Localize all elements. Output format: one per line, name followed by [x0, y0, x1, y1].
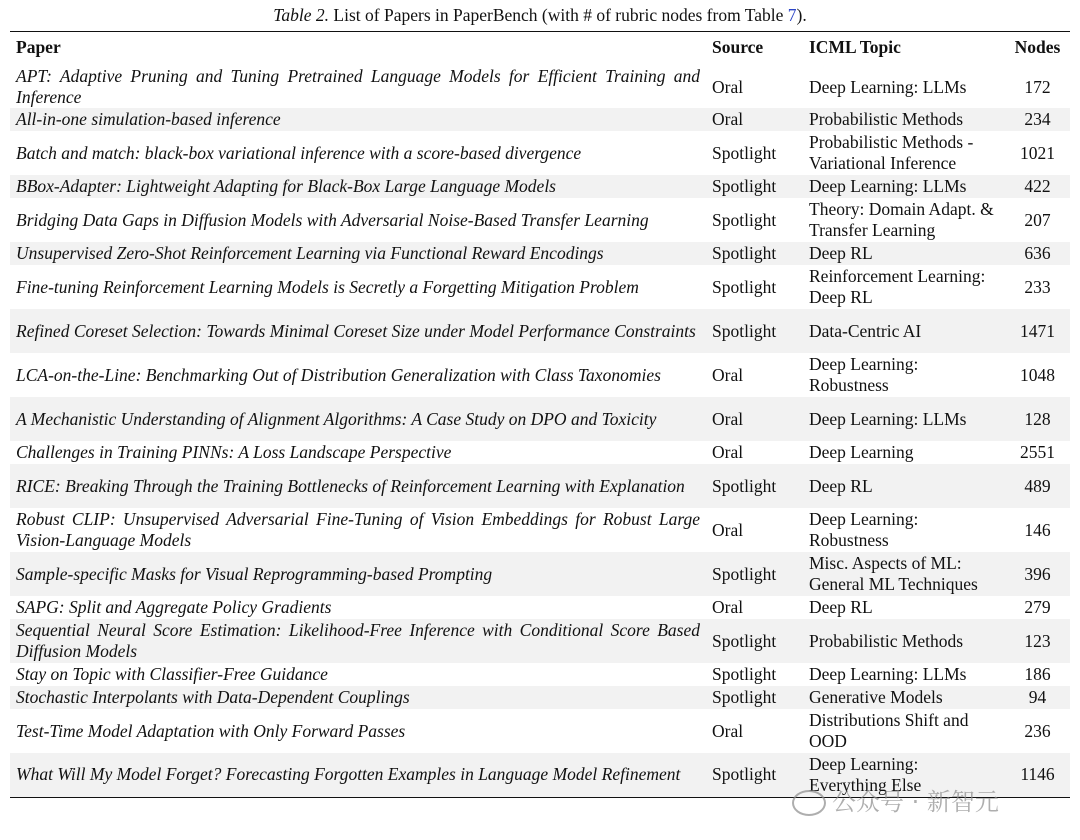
paper-cell: Bridging Data Gaps in Diffusion Models with Adversarial Noise-Based Transfer Learning	[16, 209, 649, 230]
nodes-cell: 172	[1005, 64, 1070, 108]
nodes-cell: 123	[1005, 619, 1070, 663]
source-cell: Oral	[712, 519, 744, 540]
nodes-cell: 1048	[1020, 364, 1055, 385]
paper-cell: What Will My Model Forget? Forecasting Forgotten Examples in Language Model Refinement	[10, 753, 706, 797]
topic-cell: Deep Learning: LLMs	[803, 175, 1005, 198]
nodes-cell: 128	[1005, 397, 1070, 441]
topic-cell: Deep Learning: LLMs	[809, 664, 967, 684]
paper-cell: Challenges in Training PINNs: A Loss Landscape Perspective	[16, 442, 452, 462]
table-row	[10, 175, 1070, 198]
nodes-cell: 489	[1005, 464, 1070, 508]
topic-cell: Deep RL	[809, 597, 873, 617]
topic-cell: Deep Learning: Everything Else	[803, 753, 1005, 797]
table-row	[10, 265, 1070, 309]
header-source: Source	[706, 32, 803, 65]
table-reference-link[interactable]: 7	[787, 5, 797, 25]
papers-table	[10, 31, 1070, 798]
source-cell: Spotlight	[706, 686, 803, 709]
topic-cell: Probabilistic Methods	[803, 108, 1005, 131]
topic-cell: Probabilistic Methods - Variational Inference	[809, 132, 974, 173]
table-caption	[0, 4, 1080, 26]
caption-tail: ).	[796, 5, 807, 25]
source-cell: Spotlight	[712, 664, 777, 684]
nodes-cell: 1471	[1005, 309, 1070, 353]
source-cell: Oral	[706, 397, 803, 441]
paper-cell: Refined Coreset Selection: Towards Minimal Coreset Size under Model Performance Constraints	[10, 309, 706, 353]
source-cell: Spotlight	[706, 309, 803, 353]
table-row	[10, 108, 1070, 131]
source-cell: Oral	[712, 364, 744, 385]
topic-cell: Probabilistic Methods	[803, 619, 1005, 663]
table-row	[10, 619, 1070, 663]
nodes-cell: 186	[1024, 664, 1051, 684]
table-row	[10, 198, 1070, 242]
table-row	[10, 309, 1070, 353]
paper-cell: Batch and match: black-box variational inference with a score-based divergence	[16, 142, 582, 163]
source-cell: Spotlight	[706, 552, 803, 596]
paper-cell: Stochastic Interpolants with Data-Dependent Couplings	[10, 686, 706, 709]
paper-cell: Stay on Topic with Classifier-Free Guidance	[16, 664, 328, 684]
topic-cell: Deep RL	[803, 242, 1005, 265]
source-cell: Spotlight	[706, 619, 803, 663]
source-cell: Spotlight	[706, 753, 803, 797]
topic-cell: Deep Learning	[809, 442, 914, 462]
table-row	[10, 464, 1070, 508]
paper-cell: Test-Time Model Adaptation with Only Forward Passes	[16, 720, 406, 741]
source-cell: Oral	[706, 64, 803, 108]
caption-text: List of Papers in PaperBench (with # of rubric nodes from Table	[329, 5, 788, 25]
paper-cell: Unsupervised Zero-Shot Reinforcement Learning via Functional Reward Encodings	[10, 242, 706, 265]
topic-cell: Distributions Shift and OOD	[809, 710, 969, 751]
nodes-cell: 636	[1005, 242, 1070, 265]
topic-cell: Reinforcement Learning: Deep RL	[809, 266, 986, 307]
paper-cell: Fine-tuning Reinforcement Learning Models is Secretly a Forgetting Mitigation Problem	[16, 276, 639, 297]
table-row	[10, 397, 1070, 441]
paper-cell: A Mechanistic Understanding of Alignment Algorithms: A Case Study on DPO and Toxicity	[10, 397, 706, 441]
table-row	[10, 686, 1070, 709]
header-paper: Paper	[10, 32, 706, 65]
table-row	[10, 552, 1070, 596]
table-row	[10, 709, 1070, 753]
paper-cell: RICE: Breaking Through the Training Bottlenecks of Reinforcement Learning with Explanation	[10, 464, 706, 508]
watermark-text: 公众号 · 新智元	[832, 788, 999, 816]
topic-cell: Deep Learning: Robustness	[809, 354, 919, 395]
nodes-cell: 2551	[1020, 442, 1055, 462]
nodes-cell: 1021	[1020, 142, 1055, 163]
source-cell: Spotlight	[712, 209, 777, 230]
header-row	[10, 32, 1070, 65]
nodes-cell: 146	[1024, 519, 1051, 540]
nodes-cell: 233	[1024, 276, 1051, 297]
header-nodes: Nodes	[1005, 32, 1070, 65]
source-cell: Spotlight	[706, 175, 803, 198]
table-row	[10, 663, 1070, 686]
nodes-cell: 422	[1005, 175, 1070, 198]
topic-cell: Deep Learning: Robustness	[809, 509, 919, 550]
table-row	[10, 353, 1070, 397]
table-row	[10, 242, 1070, 265]
source-cell: Oral	[712, 597, 744, 617]
source-cell: Oral	[712, 720, 744, 741]
source-cell: Oral	[706, 108, 803, 131]
paper-cell: All-in-one simulation-based inference	[10, 108, 706, 131]
source-cell: Spotlight	[712, 276, 777, 297]
paper-cell: Sample-specific Masks for Visual Reprogramming-based Prompting	[10, 552, 706, 596]
table-row	[10, 441, 1070, 464]
paper-cell: Sequential Neural Score Estimation: Likelihood-Free Inference with Conditional Score Based Diffusion Models	[10, 619, 706, 663]
caption-label: Table 2.	[273, 5, 330, 25]
table-row	[10, 131, 1070, 175]
nodes-cell: 236	[1024, 720, 1051, 741]
table-row	[10, 508, 1070, 552]
table-row	[10, 64, 1070, 108]
nodes-cell: 207	[1024, 209, 1051, 230]
topic-cell: Deep RL	[803, 464, 1005, 508]
paper-cell: APT: Adaptive Pruning and Tuning Pretrained Language Models for Efficient Training and Inference	[10, 64, 706, 108]
topic-cell: Deep Learning: LLMs	[803, 64, 1005, 108]
topic-cell: Generative Models	[803, 686, 1005, 709]
nodes-cell: 1146	[1005, 753, 1070, 797]
nodes-cell: 396	[1005, 552, 1070, 596]
source-cell: Spotlight	[706, 464, 803, 508]
topic-cell: Deep Learning: LLMs	[803, 397, 1005, 441]
header-topic: ICML Topic	[803, 32, 1005, 65]
paper-cell: SAPG: Split and Aggregate Policy Gradients	[16, 597, 332, 617]
paper-cell: Robust CLIP: Unsupervised Adversarial Fine-Tuning of Vision Embeddings for Robust Large Vision-Language Models	[16, 509, 700, 550]
nodes-cell: 94	[1005, 686, 1070, 709]
topic-cell: Theory: Domain Adapt. & Transfer Learning	[809, 199, 994, 240]
table-row	[10, 753, 1070, 797]
table-row	[10, 596, 1070, 619]
paper-cell: LCA-on-the-Line: Benchmarking Out of Distribution Generalization with Class Taxonomies	[16, 364, 661, 385]
nodes-cell: 234	[1005, 108, 1070, 131]
source-cell: Spotlight	[712, 142, 777, 163]
topic-cell: Data-Centric AI	[803, 309, 1005, 353]
topic-cell: Misc. Aspects of ML: General ML Techniques	[803, 552, 1005, 596]
paper-cell: BBox-Adapter: Lightweight Adapting for Black-Box Large Language Models	[10, 175, 706, 198]
source-cell: Spotlight	[706, 242, 803, 265]
source-cell: Oral	[712, 442, 744, 462]
nodes-cell: 279	[1024, 597, 1051, 617]
